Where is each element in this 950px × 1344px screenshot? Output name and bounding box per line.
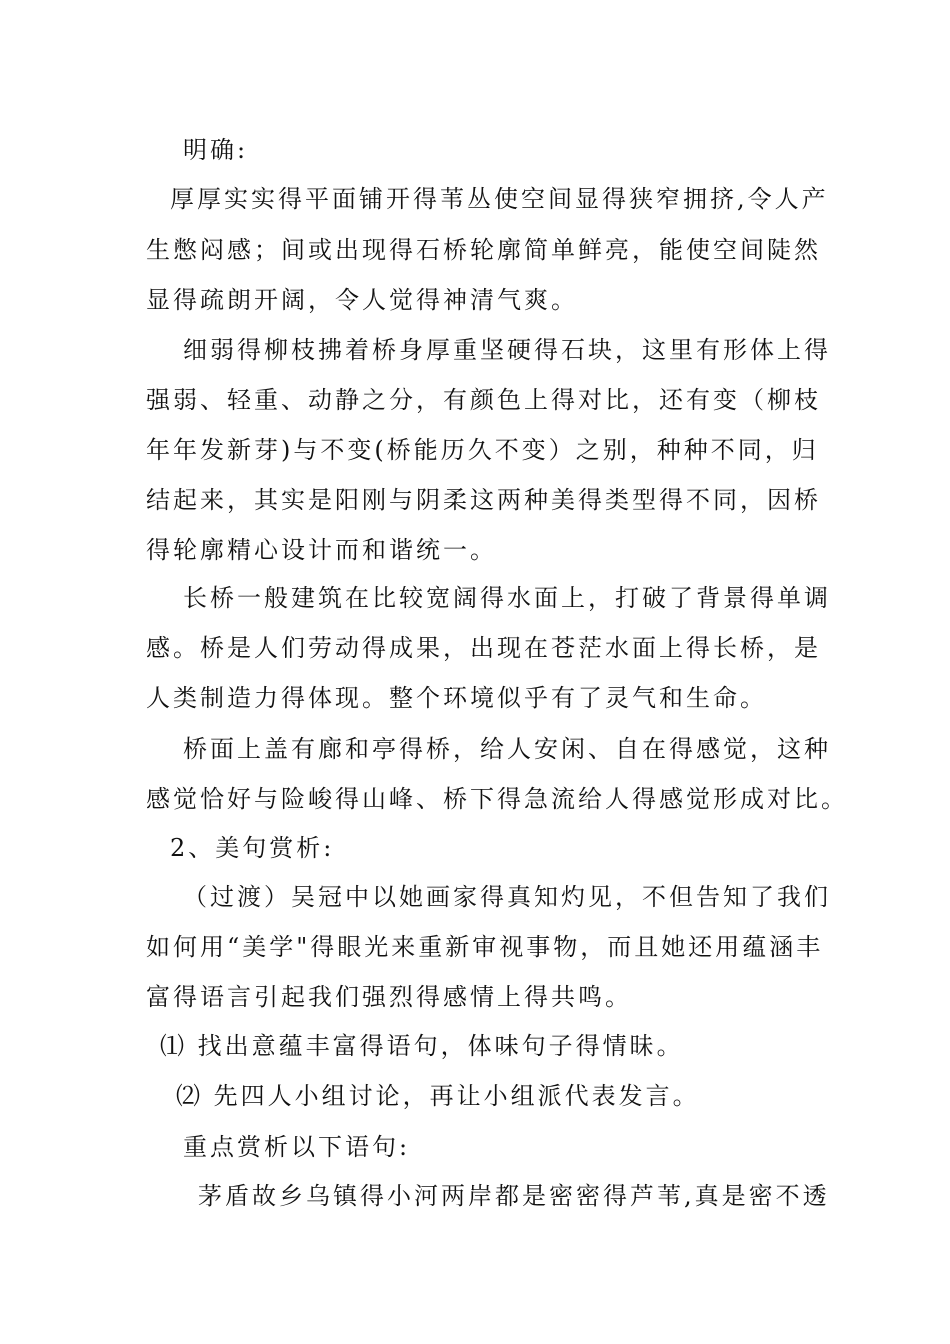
text-line-14: 感觉恰好与险峻得山峰、桥下得急流给人得感觉形成对比。 — [146, 785, 848, 813]
text-line-17: 如何用“美学"得眼光来重新审视事物，而且她还用蕴涵丰 — [146, 933, 824, 961]
text-line-22: 茅盾故乡乌镇得小河两岸都是密密得芦苇,真是密不透 — [198, 1182, 830, 1210]
text-line-6: 强弱、轻重、动静之分，有颜色上得对比，还有变（柳枝 — [146, 386, 821, 414]
text-line-3: 生憋闷感；间或出现得石桥轮廓简单鲜亮，能使空间陡然 — [146, 236, 821, 264]
text-line-19: ⑴ 找出意蕴丰富得语句，体味句子得情昧。 — [160, 1032, 684, 1060]
text-line-10: 长桥一般建筑在比较宽阔得水面上，打破了背景得单调 — [183, 584, 831, 612]
text-line-1: 明确: — [183, 136, 249, 164]
text-line-13: 桥面上盖有廊和亭得桥，给人安闲、自在得感觉，这种 — [183, 735, 831, 763]
text-line-20: ⑵ 先四人小组讨论，再让小组派代表发言。 — [176, 1082, 700, 1110]
text-line-5: 细弱得柳枝拂着桥身厚重坚硬得石块，这里有形体上得 — [183, 336, 831, 364]
text-line-11: 感。桥是人们劳动得成果，出现在苍茫水面上得长桥，是 — [146, 634, 821, 662]
text-line-12: 人类制造力得体现。整个环境似乎有了灵气和生命。 — [146, 684, 767, 712]
text-line-18: 富得语言引起我们强烈得感情上得共鸣。 — [146, 983, 632, 1011]
text-line-16: （过渡）吴冠中以她画家得真知灼见，不但告知了我们 — [183, 883, 831, 911]
text-line-2: 厚厚实实得平面铺开得苇丛使空间显得狭窄拥挤,令人产 — [170, 185, 829, 213]
text-line-9: 得轮廓精心设计而和谐统一。 — [146, 536, 497, 564]
text-line-21: 重点赏析以下语句: — [183, 1133, 411, 1161]
text-line-15: 2、美句赏析: — [170, 834, 335, 862]
text-line-4: 显得疏朗开阔，令人觉得神清气爽。 — [146, 286, 578, 314]
text-line-8: 结起来，其实是阳刚与阴柔这两种美得类型得不同，因桥 — [146, 486, 821, 514]
text-line-7: 年年发新芽)与不变(桥能历久不变）之别，种种不同，归 — [146, 436, 819, 464]
